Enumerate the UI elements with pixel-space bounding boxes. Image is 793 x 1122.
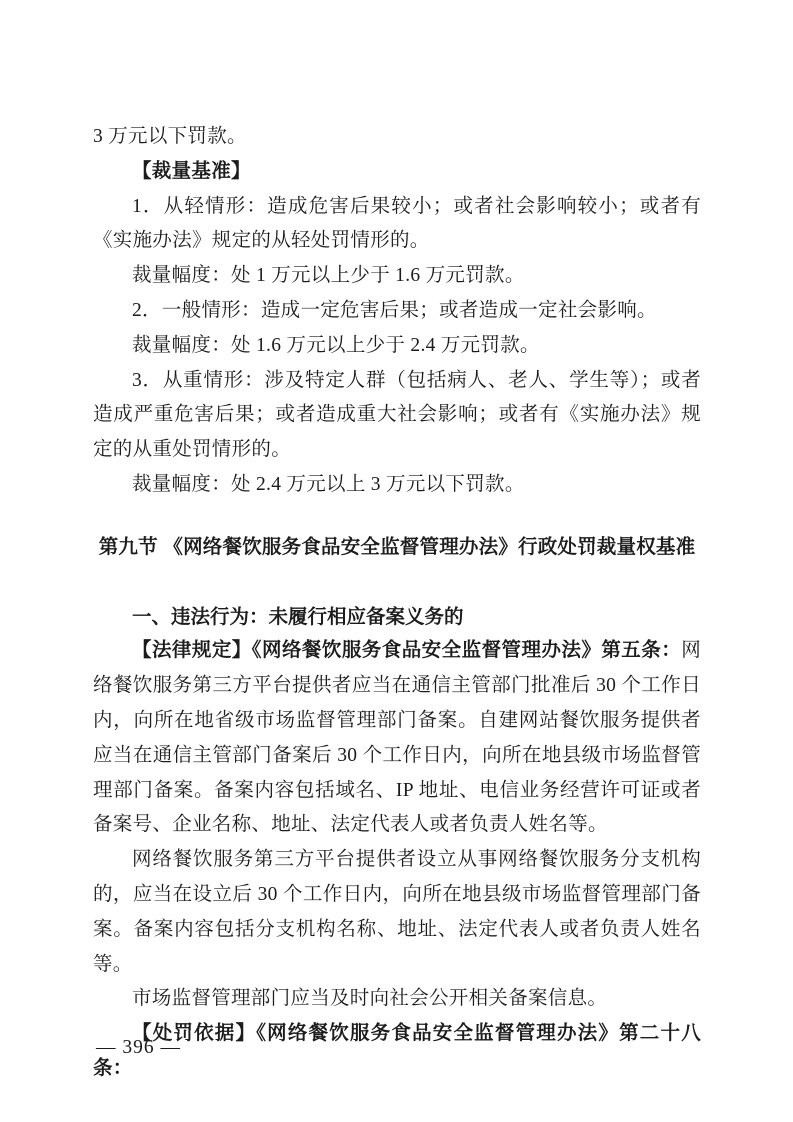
legal-provision-paragraph-2: 网络餐饮服务第三方平台提供者设立从事网络餐饮服务分支机构的，应当在设立后 30 个工作日内，向所在地县级市场监督管理部门备案。备案内容包括分支机构名称、地址、法定代表人或者负责人姓名等。 <box>93 849 701 975</box>
paragraph-intro-tail: 3 万元以下罚款。 <box>93 126 247 147</box>
section-heading: 第九节 《网络餐饮服务食品安全监督管理办法》行政处罚裁量权基准 <box>98 535 696 558</box>
benchmark-item-1-range: 裁量幅度：处 1 万元以上少于 1.6 万元罚款。 <box>132 265 525 287</box>
legal-provision-label: 【法律规定】《网络餐饮服务食品安全监督管理办法》第五条： <box>132 640 682 662</box>
page-number: — 396 — <box>96 1037 181 1058</box>
benchmark-item-2-range: 裁量幅度：处 1.6 万元以上少于 2.4 万元罚款。 <box>132 334 540 356</box>
benchmark-item-1-desc: 1．从轻情形：造成危害后果较小；或者社会影响较小；或者有《实施办法》规定的从轻处罚情形的。 <box>93 195 701 252</box>
benchmark-heading: 【裁量基准】 <box>132 160 251 182</box>
penalty-basis-label: 【处罚依据】《网络餐饮服务食品安全监督管理办法》第二十八条： <box>93 1023 701 1079</box>
legal-provision-paragraph <box>93 634 701 843</box>
benchmark-item-3-desc: 3．从重情形：涉及特定人群（包括病人、老人、学生等）；或者造成严重危害后果；或者造成重大社会影响；或者有《实施办法》规定的从重处罚情形的。 <box>93 369 701 461</box>
benchmark-item-3-range: 裁量幅度：处 2.4 万元以上 3 万元以下罚款。 <box>132 473 525 495</box>
legal-provision-text: 网络餐饮服务第三方平台提供者应当在通信主管部门批准后 30 个工作日内，向所在地省级市场监督管理部门备案。自建网站餐饮服务提供者应当在通信主管部门备案后 30 个工作日内，向所在地县级市场监督管理部门备案。备案内容包括域名、IP 地址、电信业务经营许可证或者备案号、企业名称、地址、法定代表人或者负责人姓名等。 <box>93 640 701 836</box>
violation-heading: 一、违法行为：未履行相应备案义务的 <box>132 605 464 628</box>
benchmark-item-2-desc: 2．一般情形：造成一定危害后果；或者造成一定社会影响。 <box>132 299 657 321</box>
legal-provision-paragraph-3: 市场监督管理部门应当及时向社会公开相关备案信息。 <box>132 988 608 1010</box>
document-content <box>93 120 701 1087</box>
